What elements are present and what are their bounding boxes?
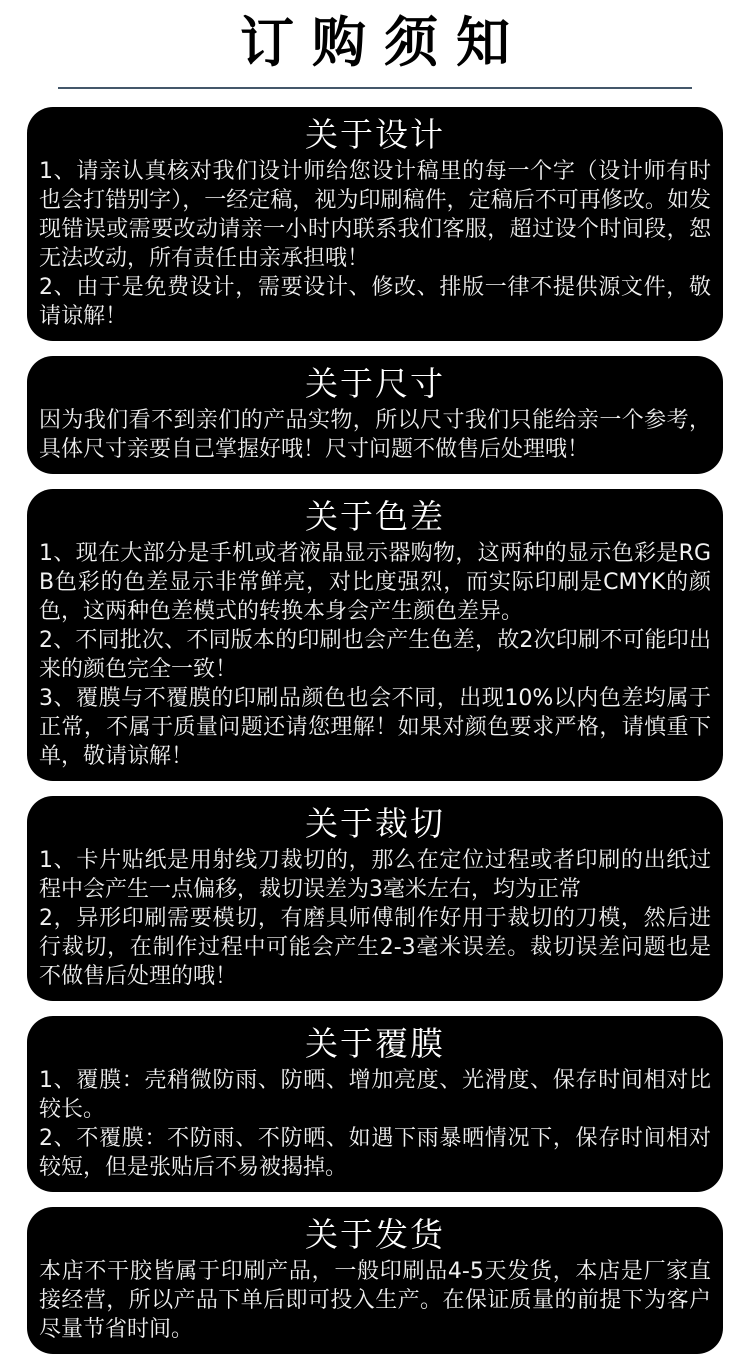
section-card-color-difference: [27, 489, 723, 781]
section-title-shipping: 关于发货: [305, 1215, 445, 1254]
section-card-shipping: [27, 1207, 723, 1354]
section-card-lamination: [27, 1016, 723, 1192]
section-title-lamination: 关于覆膜: [305, 1024, 445, 1063]
section-paragraph: 1、卡片贴纸是用射线刀裁切的，那么在定位过程或者印刷的出纸过程中会产生一点偏移，裁切误差为3毫米左右，均为正常: [39, 848, 711, 902]
section-paragraph: 2，异形印刷需要模切，有磨具师傅制作好用于裁切的刀模，然后进行裁切，在制作过程中可能会产生2-3毫米误差。裁切误差问题也是不做售后处理的哦！: [39, 906, 711, 989]
section-paragraph: 1、请亲认真核对我们设计师给您设计稿里的每一个字（设计师有时也会打错别字），一经定稿，视为印刷稿件，定稿后不可再修改。如发现错误或需要改动请亲一小时内联系我们客服，超过设个时间段，恕无法改动，所有责任由亲承担哦！: [39, 159, 711, 271]
section-title-design: 关于设计: [305, 115, 445, 154]
section-paragraph: 本店不干胶皆属于印刷产品，一般印刷品4-5天发货，本店是厂家直接经营，所以产品下单后即可投入生产。在保证质量的前提下为客户尽量节省时间。: [39, 1259, 711, 1342]
section-paragraph: 3、覆膜与不覆膜的印刷品颜色也会不同，出现10%以内色差均属于正常，不属于质量问题还请您理解！如果对颜色要求严格，请慎重下单，敬请谅解！: [39, 686, 711, 769]
section-paragraph: 1、现在大部分是手机或者液晶显示器购物，这两种的显示色彩是RGB色彩的色差显示非常鲜亮，对比度强烈，而实际印刷是CMYK的颜色，这两种色差模式的转换本身会产生颜色差异。: [39, 541, 711, 624]
section-paragraph: 2、不同批次、不同版本的印刷也会产生色差，故2次印刷不可能印出来的颜色完全一致！: [39, 628, 711, 682]
section-paragraph: 因为我们看不到亲们的产品实物，所以尺寸我们只能给亲一个参考，具体尺寸亲要自己掌握好哦！尺寸问题不做售后处理哦！: [39, 408, 711, 462]
section-card-cutting: [27, 796, 723, 1001]
section-paragraph: 2、由于是免费设计，需要设计、修改、排版一律不提供源文件，敬请谅解！: [39, 275, 711, 329]
section-card-size: [27, 356, 723, 474]
section-paragraph: 2、不覆膜：不防雨、不防晒、如遇下雨暴晒情况下，保存时间相对较短，但是张贴后不易被揭掉。: [39, 1126, 711, 1180]
page-title: 订购须知: [240, 11, 528, 74]
section-title-cutting: 关于裁切: [305, 804, 445, 843]
section-card-design: [27, 107, 723, 341]
section-paragraph: 1、覆膜：壳稍微防雨、防晒、增加亮度、光滑度、保存时间相对比较长。: [39, 1068, 711, 1122]
section-title-size: 关于尺寸: [305, 364, 445, 403]
section-title-color-difference: 关于色差: [305, 497, 445, 536]
notice-cards: [0, 89, 750, 1354]
